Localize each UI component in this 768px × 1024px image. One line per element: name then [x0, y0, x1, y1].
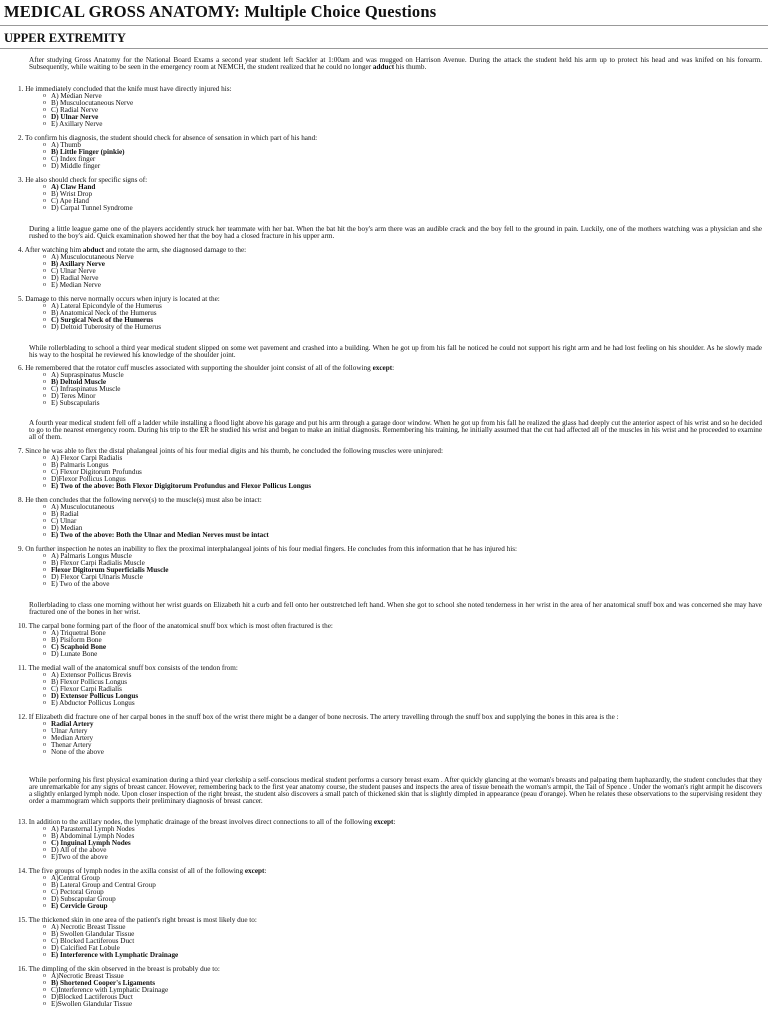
answer-option: o E) Abductor Pollicus Longus [43, 700, 768, 707]
answer-option: o C) Ulnar Nerve [43, 268, 768, 275]
question-stem: 13. In addition to the axillary nodes, the lymphatic drainage of the breast involves direct connections to all of the following except: [18, 818, 396, 826]
answer-option: o A) Claw Hand [43, 184, 768, 191]
answer-options [43, 303, 768, 331]
answer-option: o A)Central Group [43, 875, 768, 882]
question-stem: 10. The carpal bone forming part of the floor of the anatomical snuff box which is most often fractured is the: [18, 622, 333, 630]
answer-options [43, 254, 768, 289]
answer-option: o D) All of the above [43, 847, 768, 854]
question [0, 448, 768, 491]
answer-option: o A) Median Nerve [43, 93, 768, 100]
answer-option: o Flexor Digitorum Superficialis Muscle [43, 567, 768, 574]
answer-option: o B) Swollen Glandular Tissue [43, 931, 768, 938]
answer-options [43, 455, 768, 490]
answer-options [43, 875, 768, 910]
answer-option: o E) Two of the above [43, 581, 768, 588]
answer-option: o Radial Artery [43, 721, 768, 728]
scenario [0, 226, 768, 240]
answer-option: o B) Musculocutaneous Nerve [43, 100, 768, 107]
scenario-text: Rollerblading to class one morning without her wrist guards on Elizabeth hit a curb and fell onto her outstretched left hand. When she got to school she noted tenderness in her wrist in the area of her anatomical snuff box and was concerned she may have fractured one of the bones in her wrist. [29, 601, 762, 617]
answer-option: o B) Radial [43, 511, 768, 518]
answer-option: o D)Blocked Lactiferous Duct [43, 994, 768, 1001]
answer-option: o B) Axillary Nerve [43, 261, 768, 268]
title-divider [0, 25, 768, 26]
answer-options [43, 672, 768, 707]
question [0, 365, 768, 408]
question-stem: 4. After watching him abduct and rotate the arm, she diagnosed damage to the: [18, 246, 247, 254]
answer-option: o D) Carpal Tunnel Syndrome [43, 205, 768, 212]
question [0, 714, 768, 757]
answer-option: o C) Infraspinatus Muscle [43, 386, 768, 393]
question [0, 296, 768, 331]
answer-options [43, 973, 768, 1008]
question-stem: 1. He immediately concluded that the knife must have directly injured his: [18, 85, 232, 93]
answer-option: o A) Extensor Pollicus Brevis [43, 672, 768, 679]
answer-option: o B) Pisiform Bone [43, 637, 768, 644]
question-stem: 15. The thickened skin in one area of the patient's right breast is most likely due to: [18, 916, 257, 924]
answer-option: o B) Deltoid Muscle [43, 379, 768, 386]
question [0, 917, 768, 960]
scenario [0, 777, 768, 805]
scenario [0, 602, 768, 616]
answer-option: o D) Median [43, 525, 768, 532]
answer-option: o E)Two of the above [43, 854, 768, 861]
answer-option: o D) Flexor Carpi Ulnaris Muscle [43, 574, 768, 581]
question [0, 819, 768, 862]
answer-option: o A) Musculocutaneous [43, 504, 768, 511]
answer-option: o Median Artery [43, 735, 768, 742]
answer-option: o C) Ulnar [43, 518, 768, 525]
question [0, 86, 768, 129]
question-stem: 8. He then concludes that the following nerve(s) to the muscle(s) must also be intact: [18, 496, 262, 504]
question [0, 177, 768, 212]
answer-option: o D) Middle finger [43, 163, 768, 170]
question-stem: 14. The five groups of lymph nodes in the axilla consist of all of the following except: [18, 867, 267, 875]
answer-option: o B) Shortened Cooper's Ligaments [43, 980, 768, 987]
question [0, 966, 768, 1009]
question [0, 665, 768, 708]
answer-option: o C)Interference with Lymphatic Drainage [43, 987, 768, 994]
answer-option: o C) Blocked Lactiferous Duct [43, 938, 768, 945]
answer-option: o E) Median Nerve [43, 282, 768, 289]
answer-options [43, 721, 768, 756]
answer-option: o B) Flexor Pollicus Longus [43, 679, 768, 686]
page-title: MEDICAL GROSS ANATOMY: Multiple Choice Questions [4, 2, 437, 21]
answer-option: o C) Pectoral Group [43, 889, 768, 896]
question [0, 868, 768, 911]
scenario-text: While rollerblading to school a third year medical student slipped on some wet pavement and crashed into a building. When he got up from his fall he noticed he could not support his right arm and he had lost feeling on his shoulder. As he slowly made his way to the hospital he reviewed his knowledge of the shoulder joint. [29, 344, 762, 360]
question-stem: 7. Since he was able to flex the distal phalangeal joints of his four medial digits and his thumb, he concluded the following muscles were uninjured: [18, 447, 443, 455]
answer-option: o A) Palmaris Longus Muscle [43, 553, 768, 560]
question-stem: 12. If Elizabeth did fracture one of her carpal bones in the snuff box of the wrist there might be a danger of bone necrosis. The artery travelling through the snuff box and supplying the bones in this area is the : [18, 713, 619, 721]
answer-option: o None of the above [43, 749, 768, 756]
answer-option: o A) Supraspinatus Muscle [43, 372, 768, 379]
answer-option: o C) Flexor Digitorum Profundus [43, 469, 768, 476]
answer-option: o C) Ape Hand [43, 198, 768, 205]
answer-option: o A)Necrotic Breast Tissue [43, 973, 768, 980]
answer-option: o D)Flexor Pollicus Longus [43, 476, 768, 483]
scenario-text: During a little league game one of the players accidently struck her teammate with her bat. When the bat hit the boy's arm there was an audible crack and the boy fell to the ground in pain. Luckily, one of the mothers watching was a physician and she rushed to the boy's aid. Quick examination showed her that the boy had a closed fracture in his upper arm. [29, 225, 762, 241]
question-stem: 2. To confirm his diagnosis, the student should check for absence of sensation in which part of his hand: [18, 134, 318, 142]
answer-option: o B) Palmaris Longus [43, 462, 768, 469]
question-stem: 3. He also should check for specific signs of: [18, 176, 148, 184]
answer-option: o Ulnar Artery [43, 728, 768, 735]
scenario [0, 345, 768, 359]
answer-option: o D) Radial Nerve [43, 275, 768, 282]
answer-option: o C) Radial Nerve [43, 107, 768, 114]
scenario-text: While performing his first physical examination during a third year clerkship a self-conscious medical student performs a cursory breast exam . After quickly glancing at the woman's breasts and palpating them haphazardly, the student concludes that they are unremarkable for any signs of breast cancer. However, remembering back to the first year anatomy course, the student pauses and inspects the area of tissue beneath the woman's armpit, the Tail of Spence . Under the woman's right armpit he discovers a slightly enlarged lymph node. Upon closer inspection of the right breast, the student also discovers a small patch of thickened skin that is slightly dimpled in appearance (peau d'orange). When he relates these observations to the supervising resident they order a mammogram which supports their preliminary diagnosis of breast cancer. [29, 776, 762, 806]
answer-option: o C) Inguinal Lymph Nodes [43, 840, 768, 847]
answer-option: o A) Flexor Carpi Radialis [43, 455, 768, 462]
answer-option: o D) Calcified Fat Lobule [43, 945, 768, 952]
section-divider [0, 48, 768, 49]
answer-options [43, 630, 768, 658]
answer-option: o A) Parasternal Lymph Nodes [43, 826, 768, 833]
answer-option: o A) Triquetral Bone [43, 630, 768, 637]
answer-option: o D) Extensor Pollicus Longus [43, 693, 768, 700]
question-stem: 11. The medial wall of the anatomical snuff box consists of the tendon from: [18, 664, 238, 672]
answer-option: o D) Subscapular Group [43, 896, 768, 903]
answer-option: o E) Subscapularis [43, 400, 768, 407]
answer-option: o E)Swollen Glandular Tissue [43, 1001, 768, 1008]
answer-option: o E) Interference with Lymphatic Drainage [43, 952, 768, 959]
question-stem: 5. Damage to this nerve normally occurs when injury is located at the: [18, 295, 220, 303]
answer-option: o E) Axillary Nerve [43, 121, 768, 128]
scenario [0, 57, 768, 71]
answer-option: o B) Anatomical Neck of the Humerus [43, 310, 768, 317]
answer-option: o C) Flexor Carpi Radialis [43, 686, 768, 693]
question-stem: 9. On further inspection he notes an inability to flex the proximal interphalangeal joints of his four medial fingers. He concludes from this information that he has injured his: [18, 545, 518, 553]
question [0, 135, 768, 170]
answer-options [43, 93, 768, 128]
answer-option: o C) Surgical Neck of the Humerus [43, 317, 768, 324]
answer-option: o B) Lateral Group and Central Group [43, 882, 768, 889]
answer-option: o C) Index finger [43, 156, 768, 163]
answer-option: o D) Lunate Bone [43, 651, 768, 658]
section-heading: UPPER EXTREMITY [4, 31, 126, 45]
answer-option: o B) Flexor Carpi Radialis Muscle [43, 560, 768, 567]
question [0, 623, 768, 658]
answer-options [43, 372, 768, 407]
answer-option: o C) Scaphoid Bone [43, 644, 768, 651]
question [0, 546, 768, 589]
scenario-text: A fourth year medical student fell off a ladder while installing a flood light above his garage and put his arm through a garage door window. When he got up from his fall he realized the glass had deeply cut the anterior aspect of his wrist and so he decided to go to the nearest emergency room. During his trip to the ER he studied his wrist and began to make an initial diagnosis. Remembering his training, he initially assumed that the cut had affected all of the muscles in his wrist and he proceeded to examine all of them. [29, 419, 762, 442]
answer-option: o B) Little Finger (pinkie) [43, 149, 768, 156]
question-stem: 6. He remembered that the rotator cuff muscles associated with supporting the shoulder joint consist of all of the following except: [18, 364, 395, 372]
answer-options [43, 504, 768, 539]
answer-options [43, 142, 768, 170]
answer-option: o A) Lateral Epicondyle of the Humerus [43, 303, 768, 310]
answer-option: o B) Abdominal Lymph Nodes [43, 833, 768, 840]
answer-option: o E) Cervicle Group [43, 903, 768, 910]
question-stem: 16. The dimpling of the skin observed in the breast is probably due to: [18, 965, 220, 973]
answer-option: o B) Wrist Drop [43, 191, 768, 198]
answer-option: o A) Thumb [43, 142, 768, 149]
question [0, 247, 768, 290]
question [0, 497, 768, 540]
scenario-text: After studying Gross Anatomy for the National Board Exams a second year student left Sackler at 1:00am and was mugged on Harrison Avenue. During the attack the student held his arm up to protect his head and was knifed on his forearm. Subsequently, while waiting to be seen in the emergency room at NEMCH, the student realized that he could no longer adduct his thumb. [29, 56, 762, 72]
answer-option: o E) Two of the above: Both Flexor Digigitorum Profundus and Flexor Pollicus Longus [43, 483, 768, 490]
answer-option: o A) Necrotic Breast Tissue [43, 924, 768, 931]
answer-options [43, 924, 768, 959]
answer-options [43, 826, 768, 861]
answer-option: o A) Musculocutaneous Nerve [43, 254, 768, 261]
answer-option: o D) Deltoid Tuberosity of the Humerus [43, 324, 768, 331]
answer-option: o E) Two of the above: Both the Ulnar and Median Nerves must be intact [43, 532, 768, 539]
answer-option: o D) Ulnar Nerve [43, 114, 768, 121]
scenario [0, 420, 768, 441]
answer-option: o Thenar Artery [43, 742, 768, 749]
answer-options [43, 553, 768, 588]
answer-option: o D) Teres Minor [43, 393, 768, 400]
answer-options [43, 184, 768, 212]
